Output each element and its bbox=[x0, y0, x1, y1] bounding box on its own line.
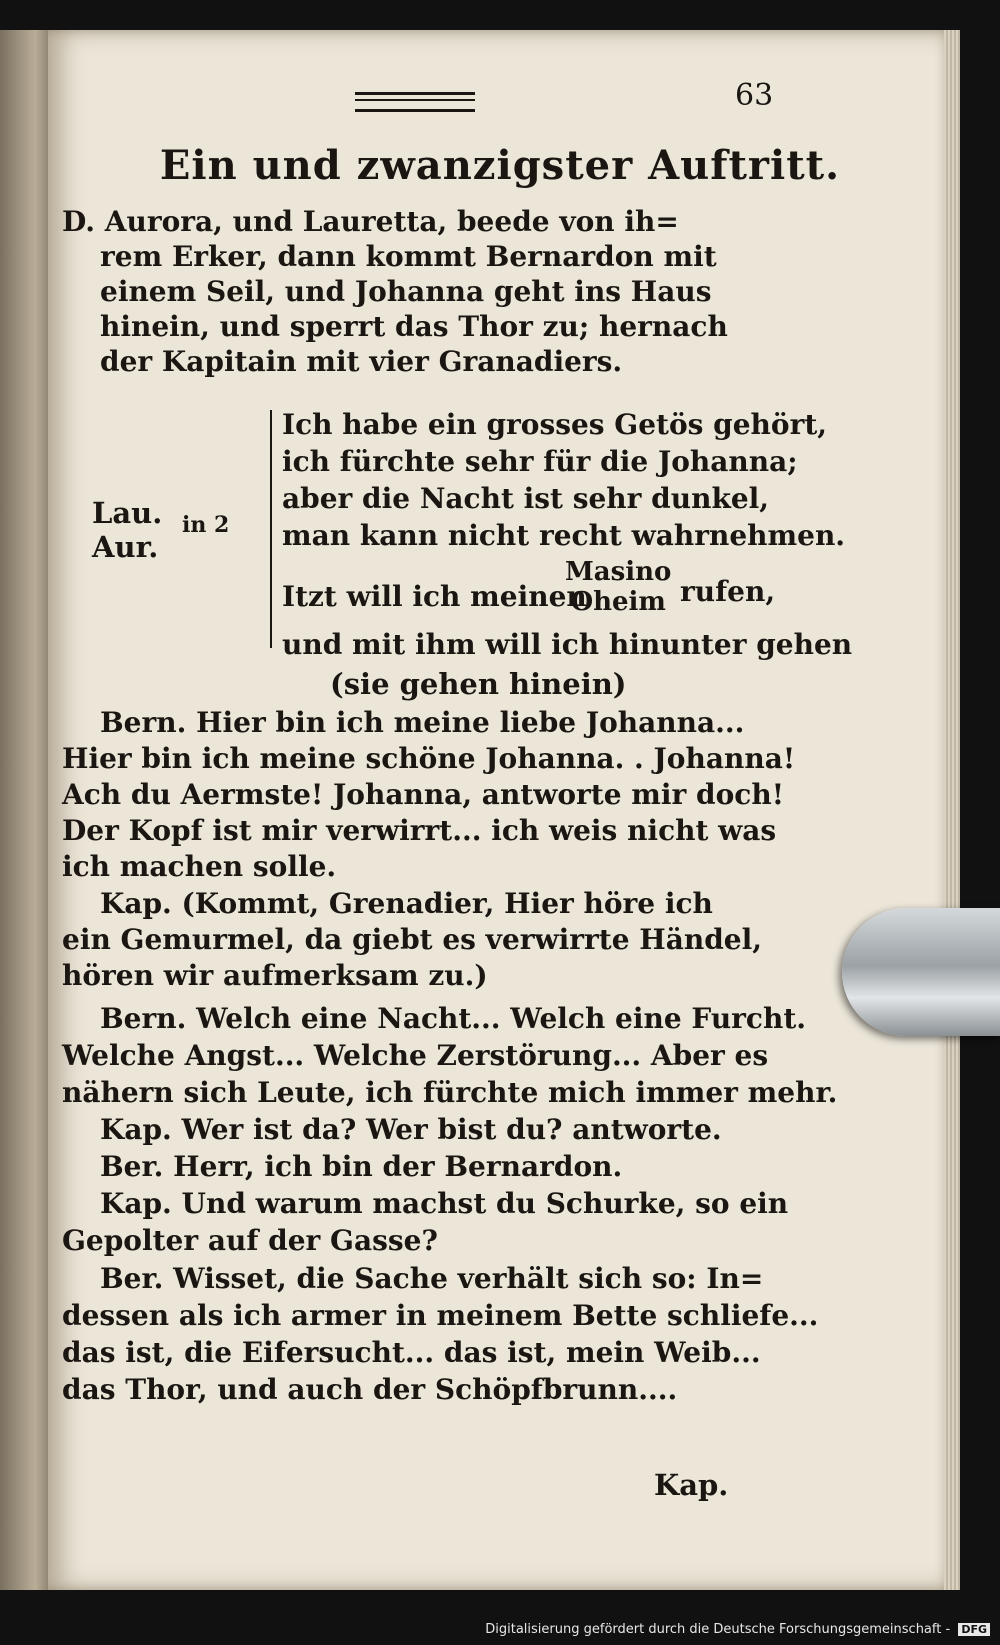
brace-lower bbox=[256, 533, 272, 648]
duet-line: ich fürchte sehr für die Johanna; bbox=[282, 445, 798, 478]
stage-direction-line: einem Seil, und Johanna geht ins Haus bbox=[100, 275, 712, 308]
dialogue-line: dessen als ich armer in meinem Bette schliefe... bbox=[62, 1299, 819, 1332]
dialogue-line: Hier bin ich meine schöne Johanna. . Johanna! bbox=[62, 742, 796, 775]
stage-direction-line: hinein, und sperrt das Thor zu; hernach bbox=[100, 310, 728, 343]
footer-credit-text: Digitalisierung gefördert durch die Deutsche Forschungsgemeinschaft - bbox=[485, 1622, 951, 1637]
stage-direction-line: rem Erker, dann kommt Bernardon mit bbox=[100, 240, 717, 273]
stage-direction-line: der Kapitain mit vier Granadiers. bbox=[100, 345, 623, 378]
dialogue-line: ich machen solle. bbox=[62, 850, 337, 883]
duet-speakers bbox=[92, 496, 162, 564]
header-ornament-rule bbox=[355, 92, 475, 112]
brace-upper bbox=[256, 410, 272, 533]
dialogue-line: das ist, die Eifersucht... das ist, mein Weib... bbox=[62, 1336, 761, 1369]
duet-line: Ich habe ein grosses Getös gehört, bbox=[282, 408, 828, 441]
stage-direction-line: D. Aurora, und Lauretta, beede von ih= bbox=[62, 205, 679, 238]
stage-note: (sie gehen hinein) bbox=[330, 667, 627, 701]
dialogue-line: Ber. Wisset, die Sache verhält sich so: In= bbox=[100, 1262, 764, 1295]
page-number: 63 bbox=[735, 78, 774, 113]
in-2-marker: in 2 bbox=[182, 512, 230, 538]
duet-line: aber die Nacht ist sehr dunkel, bbox=[282, 482, 770, 515]
dialogue-line: Welche Angst... Welche Zerstörung... Aber es bbox=[62, 1039, 769, 1072]
dialogue-line: ein Gemurmel, da giebt es verwirrte Händel, bbox=[62, 923, 762, 956]
footer-credit bbox=[485, 1622, 990, 1637]
duet-line: man kann nicht recht wahrnehmen. bbox=[282, 519, 846, 552]
alternative-masino: Masino bbox=[565, 557, 672, 587]
alternative-names bbox=[565, 557, 671, 617]
dialogue-line: Ach du Aermste! Johanna, antworte mir doch! bbox=[62, 778, 784, 811]
dfg-logo: DFG bbox=[958, 1623, 990, 1636]
dialogue-line: das Thor, und auch der Schöpfbrunn.... bbox=[62, 1373, 678, 1406]
speaker-lauretta: Lau. bbox=[92, 496, 163, 530]
dialogue-line: hören wir aufmerksam zu.) bbox=[62, 959, 488, 992]
speaker-aurora: Aur. bbox=[92, 530, 159, 564]
dialogue-line: Der Kopf ist mir verwirrt... ich weis nicht was bbox=[62, 814, 777, 847]
book-clasp bbox=[842, 908, 1000, 1036]
scene-title: Ein und zwanzigster Auftritt. bbox=[159, 142, 841, 189]
dialogue-line: Gepolter auf der Gasse? bbox=[62, 1224, 438, 1257]
duet-line-5-start: Itzt will ich meinen bbox=[282, 580, 587, 613]
dialogue-line: Kap. Und warum machst du Schurke, so ein bbox=[100, 1187, 789, 1220]
dialogue-line: Kap. Wer ist da? Wer bist du? antworte. bbox=[100, 1113, 722, 1146]
dialogue-line: nähern sich Leute, ich fürchte mich immer mehr. bbox=[62, 1076, 838, 1109]
dialogue-line: Bern. Welch eine Nacht... Welch eine Furcht. bbox=[100, 1002, 807, 1035]
dialogue-line: Ber. Herr, ich bin der Bernardon. bbox=[100, 1150, 623, 1183]
dialogue-line: Kap. (Kommt, Grenadier, Hier höre ich bbox=[100, 887, 713, 920]
catchword: Kap. bbox=[654, 1468, 729, 1502]
alternative-oheim: Oheim bbox=[570, 587, 666, 617]
duet-line-6: und mit ihm will ich hinunter gehen bbox=[282, 628, 853, 661]
dialogue-line: Bern. Hier bin ich meine liebe Johanna... bbox=[100, 706, 745, 739]
duet-line-5-end: rufen, bbox=[680, 575, 776, 608]
